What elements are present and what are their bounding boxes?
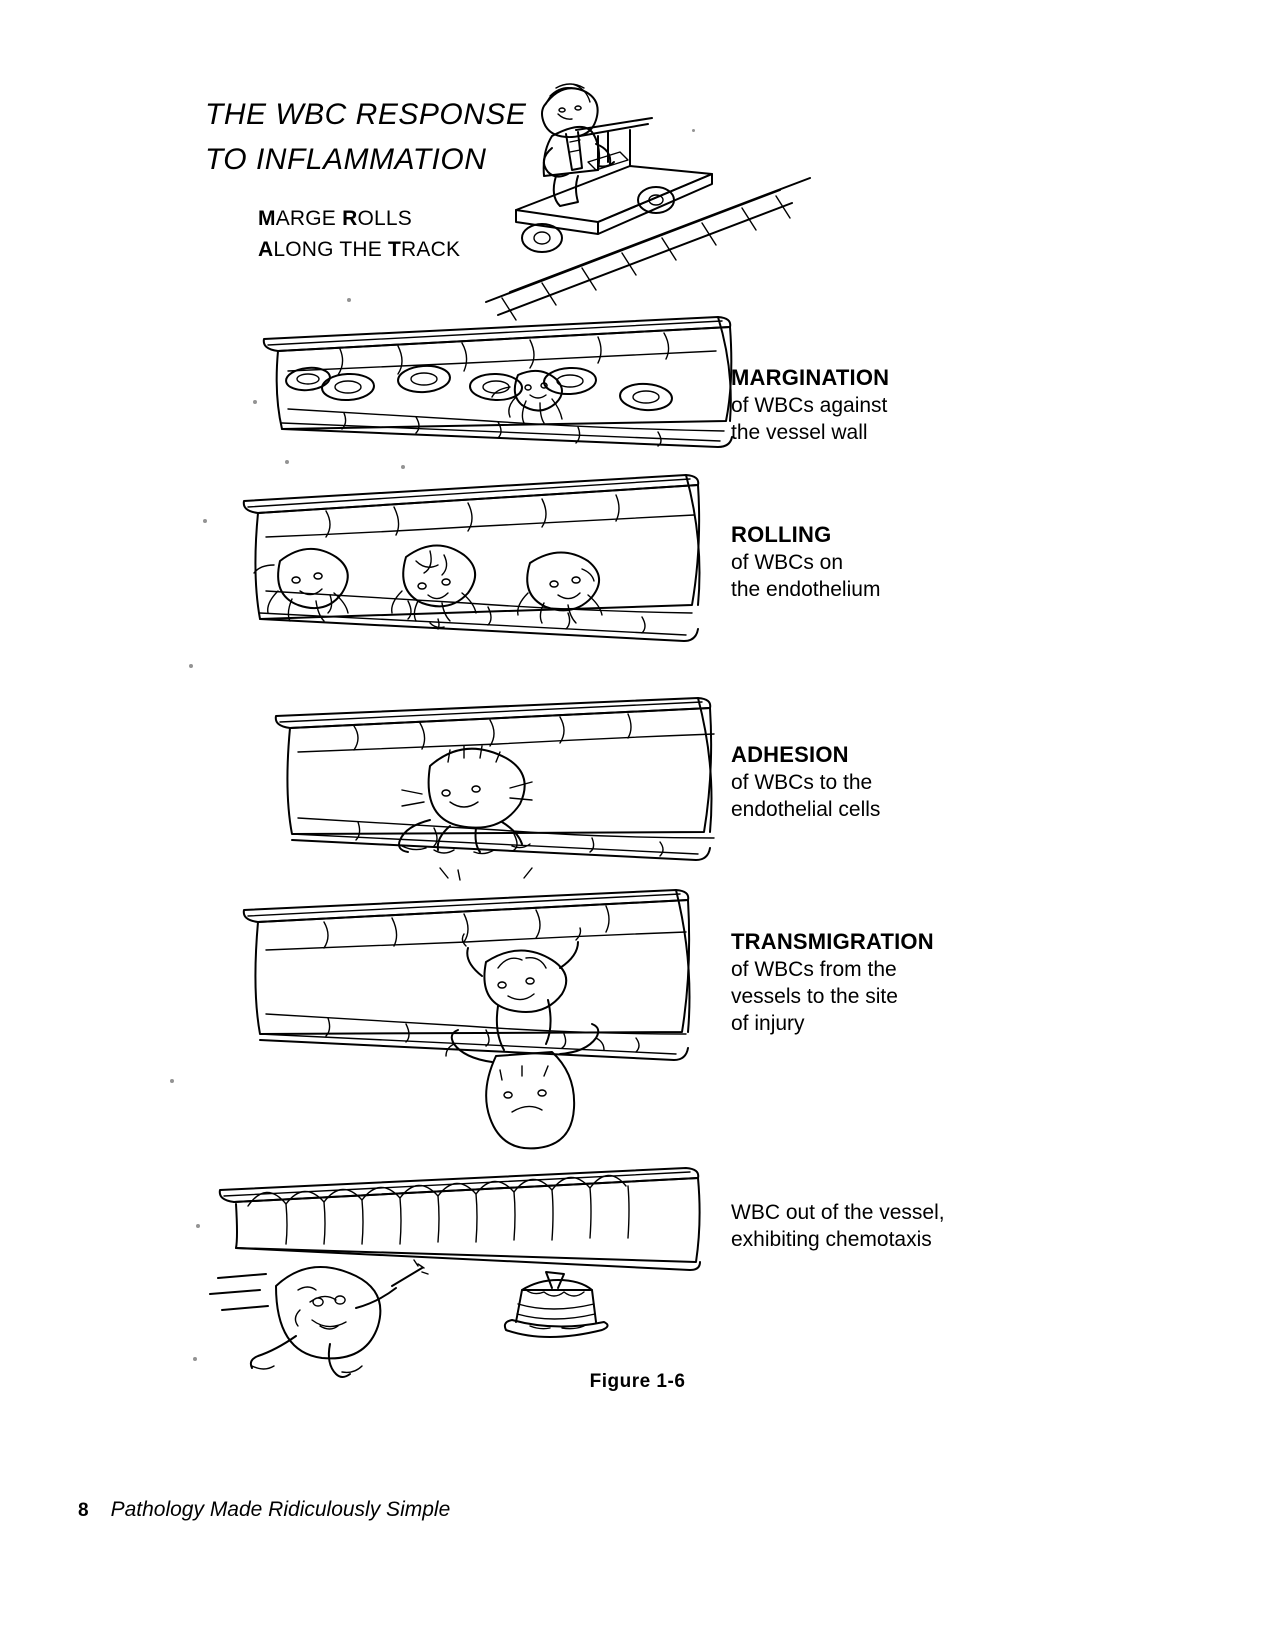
step-desc-transmigration-2: vessels to the site: [731, 985, 898, 1008]
scan-speck: [285, 460, 289, 464]
scan-speck: [193, 1357, 197, 1361]
step-desc-chemotaxis-1: WBC out of the vessel,: [731, 1201, 945, 1224]
step-label-chemotaxis: [731, 1199, 1031, 1253]
handcar-illustration: [480, 70, 810, 310]
mnemonic-line-2: [258, 234, 460, 265]
figure-caption: Figure 1-6: [589, 1371, 686, 1392]
mnemonic-text: [258, 203, 460, 265]
step-desc-adhesion-1: of WBCs to the: [731, 771, 873, 794]
mnemonic-cap-r: R: [342, 207, 358, 230]
step-label-margination: [731, 364, 1031, 446]
step-label-adhesion: [731, 741, 1031, 823]
mnemonic-cap-m: M: [258, 207, 276, 230]
mnemonic-rest-1: ARGE: [275, 207, 343, 230]
page-footer: [78, 1498, 450, 1522]
step-label-transmigration: [731, 928, 1031, 1037]
page-number: 8: [78, 1500, 89, 1521]
chemotaxis-illustration: [200, 1140, 720, 1380]
margination-illustration: [248, 305, 748, 465]
scan-speck: [170, 1079, 174, 1083]
transmigration-illustration: [230, 880, 710, 1170]
mnemonic-rest-3: LONG THE: [273, 238, 388, 261]
step-desc-rolling-2: the endothelium: [731, 578, 881, 601]
step-desc-margination-2: the vessel wall: [731, 421, 868, 444]
mnemonic-line-1: [258, 203, 460, 234]
mnemonic-rest-4: RACK: [401, 238, 461, 261]
step-title-adhesion: ADHESION: [731, 742, 849, 767]
step-label-rolling: [731, 521, 1031, 603]
step-desc-transmigration-1: of WBCs from the: [731, 958, 897, 981]
step-title-transmigration: TRANSMIGRATION: [731, 929, 934, 954]
step-desc-rolling-1: of WBCs on: [731, 551, 844, 574]
step-desc-chemotaxis-2: exhibiting chemotaxis: [731, 1228, 932, 1251]
scan-speck: [401, 465, 405, 469]
scan-speck: [189, 664, 193, 668]
mnemonic-rest-2: OLLS: [357, 207, 412, 230]
mnemonic-cap-a: A: [258, 238, 274, 261]
adhesion-illustration: [262, 690, 732, 880]
scan-speck: [253, 400, 257, 404]
step-desc-adhesion-2: endothelial cells: [731, 798, 881, 821]
title-line-2: TO INFLAMMATION: [205, 143, 487, 176]
step-desc-transmigration-3: of injury: [731, 1012, 805, 1035]
book-title: Pathology Made Ridiculously Simple: [110, 1498, 451, 1521]
mnemonic-cap-t: T: [387, 238, 402, 261]
title-line-1: THE WBC RESPONSE: [205, 98, 527, 131]
scan-speck: [347, 298, 351, 302]
scan-speck: [196, 1224, 200, 1228]
scan-speck: [203, 519, 207, 523]
scan-speck: [692, 129, 695, 132]
step-desc-margination-1: of WBCs against: [731, 394, 888, 417]
step-title-margination: MARGINATION: [731, 365, 890, 390]
step-title-rolling: ROLLING: [731, 522, 832, 547]
rolling-illustration: [230, 465, 720, 655]
